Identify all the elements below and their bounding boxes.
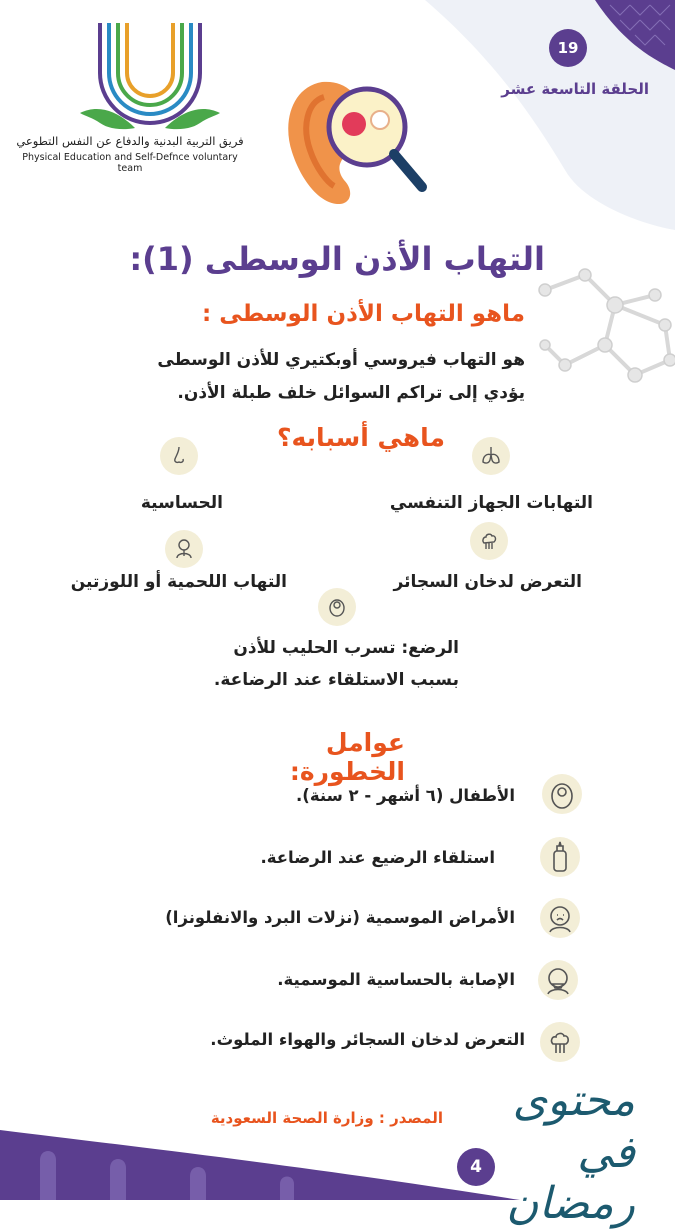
- lungs-icon: [472, 437, 510, 475]
- cause-adenoids: التهاب اللحمية أو اللوزتين: [70, 572, 287, 592]
- ear-magnifier-illustration: [282, 72, 432, 212]
- cause-infants: [213, 632, 459, 696]
- episode-number-badge: 19: [549, 29, 587, 67]
- source-citation: المصدر : وزارة الصحة السعودية: [210, 1109, 443, 1127]
- episode-label: الحلقة التاسعة عشر: [501, 80, 649, 98]
- cause-respiratory: التهابات الجهاز التنفسي: [389, 493, 593, 513]
- risk-children: الأطفال (٦ أشهر - ٢ سنة).: [296, 786, 515, 805]
- sick-face-icon: [538, 896, 582, 940]
- baby-icon: [540, 772, 584, 816]
- definition-line-1: هو التهاب فيروسي أوبكتيري للأذن الوسطى: [157, 350, 525, 370]
- molecule-decoration: [525, 265, 675, 400]
- brand-line-1: محتوى: [512, 1075, 635, 1126]
- cause-smoke: التعرض لدخان السجائر: [393, 572, 582, 592]
- top-right-decoration: [425, 0, 675, 230]
- throat-icon: [165, 530, 203, 568]
- definition: [105, 344, 525, 410]
- risk-lying-feeding: استلقاء الرضيع عند الرضاعة.: [260, 848, 495, 867]
- risk-factors-heading: عوامل الخطورة:: [289, 728, 405, 786]
- baby-icon: [318, 588, 356, 626]
- team-name-english: Physical Education and Self-Defnce voluntary team: [22, 152, 238, 174]
- brand-logotype: [485, 1075, 645, 1229]
- nose-icon: [160, 437, 198, 475]
- page-title: التهاب الأذن الوسطى (1):: [129, 240, 545, 278]
- what-is-heading: ماهو التهاب الأذن الوسطى :: [202, 301, 525, 327]
- bottle-icon: [538, 835, 582, 879]
- risk-seasonal-illness: الأمراض الموسمية (نزلات البرد والانفلونزا): [165, 908, 515, 927]
- smoke-icon: [538, 1020, 582, 1064]
- risk-smoke-pollution: التعرض لدخان السجائر والهواء الملوث.: [210, 1030, 525, 1049]
- team-name-arabic: فريق التربية البدنية والدفاع عن النفس التطوعي: [16, 134, 244, 148]
- sneeze-face-icon: [536, 958, 580, 1002]
- page-number-badge: 4: [457, 1148, 495, 1186]
- risk-seasonal-allergy: الإصابة بالحساسية الموسمية.: [277, 970, 515, 989]
- cause-allergy: الحساسية: [140, 493, 223, 513]
- smoke-icon: [470, 522, 508, 560]
- cause-infants-line-1: الرضع: تسرب الحليب للأذن: [233, 638, 459, 658]
- causes-heading: ماهي أسبابه؟: [277, 423, 445, 452]
- cause-infants-line-2: بسبب الاستلقاء عند الرضاعة.: [213, 670, 459, 690]
- definition-line-2: يؤدي إلى تراكم السوائل خلف طبلة الأذن.: [177, 383, 525, 403]
- brand-line-2: في رمضان: [506, 1127, 635, 1229]
